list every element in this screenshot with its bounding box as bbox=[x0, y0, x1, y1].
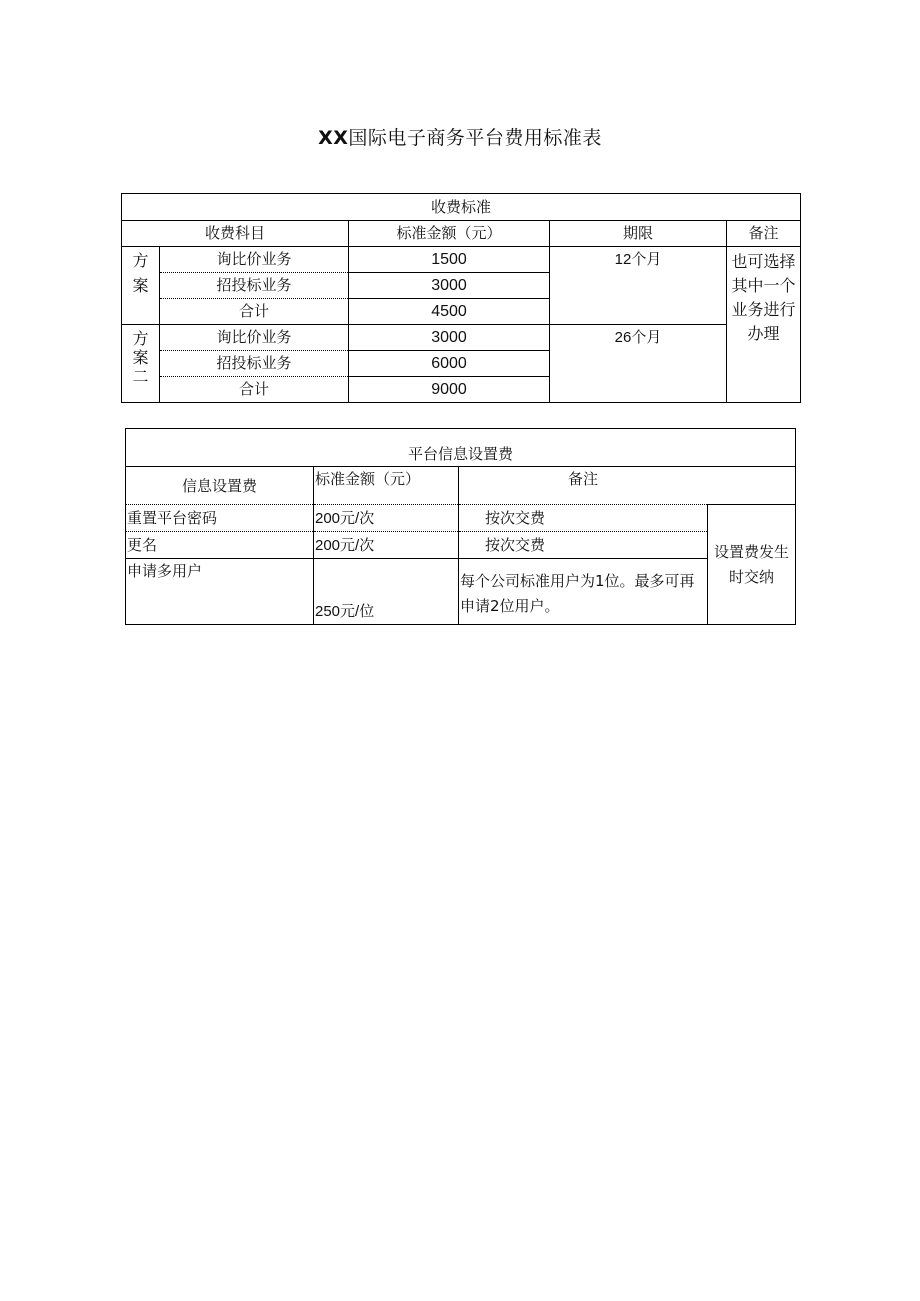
header-standard-amount: 标准金额（元） bbox=[349, 221, 550, 247]
fee-amount-cell: 6000 bbox=[349, 351, 550, 377]
info-amount-text: 200元/次 bbox=[315, 536, 375, 554]
info-item-cell: 重置平台密码 bbox=[126, 505, 314, 532]
info-item-cell: 更名 bbox=[126, 532, 314, 559]
header-period: 期限 bbox=[550, 221, 727, 247]
fee-item-cell: 合计 bbox=[160, 377, 349, 403]
info-remark-cell: 每个公司标准用户为1位。最多可再申请2位用户。 bbox=[459, 559, 708, 625]
header-info-remark: 备注 bbox=[459, 467, 796, 505]
header-fee-item: 收费科目 bbox=[122, 221, 349, 247]
fee-amount-cell: 3000 bbox=[349, 325, 550, 351]
fee-table-title: 收费标准 bbox=[122, 194, 801, 221]
fee-amount-cell: 9000 bbox=[349, 377, 550, 403]
fee-item-cell: 询比价业务 bbox=[160, 247, 349, 273]
plan-one-period bbox=[550, 247, 727, 325]
table-row bbox=[126, 505, 796, 532]
header-info-amount: 标准金额（元） bbox=[314, 467, 459, 505]
fee-standard-table bbox=[121, 193, 801, 403]
info-amount-cell bbox=[314, 532, 459, 559]
info-amount-cell bbox=[314, 559, 459, 625]
info-item-cell: 申请多用户 bbox=[126, 559, 314, 625]
fee-remark-cell: 也可选择其中一个业务进行办理 bbox=[727, 247, 801, 403]
table-row bbox=[126, 559, 796, 625]
info-setup-fee-table bbox=[125, 428, 796, 625]
fee-item-cell: 招投标业务 bbox=[160, 273, 349, 299]
info-amount-text: 200元/次 bbox=[315, 509, 375, 527]
fee-amount-cell: 4500 bbox=[349, 299, 550, 325]
plan-one-label: 方 案 bbox=[122, 247, 160, 325]
table-row bbox=[122, 325, 801, 351]
header-remark: 备注 bbox=[727, 221, 801, 247]
fee-item-cell: 询比价业务 bbox=[160, 325, 349, 351]
page-title-prefix: XX bbox=[318, 127, 349, 149]
header-info-item: 信息设置费 bbox=[126, 467, 314, 505]
table-row bbox=[126, 532, 796, 559]
plan-two-period-text: 26个月 bbox=[614, 329, 662, 346]
page-title bbox=[0, 124, 920, 152]
page-title-text: 国际电子商务平台费用标准表 bbox=[348, 127, 602, 149]
fee-amount-cell: 1500 bbox=[349, 247, 550, 273]
plan-two-period bbox=[550, 325, 727, 403]
plan-one-period-text: 12个月 bbox=[614, 251, 662, 268]
info-side-note: 设置费发生时交纳 bbox=[708, 505, 796, 625]
info-table-title: 平台信息设置费 bbox=[126, 429, 796, 467]
info-remark-cell: 按次交费 bbox=[459, 505, 708, 532]
fee-item-cell: 合计 bbox=[160, 299, 349, 325]
fee-item-cell: 招投标业务 bbox=[160, 351, 349, 377]
fee-amount-cell: 3000 bbox=[349, 273, 550, 299]
plan-two-label: 方 案 二 bbox=[122, 325, 160, 403]
info-remark-cell: 按次交费 bbox=[459, 532, 708, 559]
table-row bbox=[122, 247, 801, 273]
info-amount-cell bbox=[314, 505, 459, 532]
info-amount-text: 250元/位 bbox=[315, 603, 375, 620]
